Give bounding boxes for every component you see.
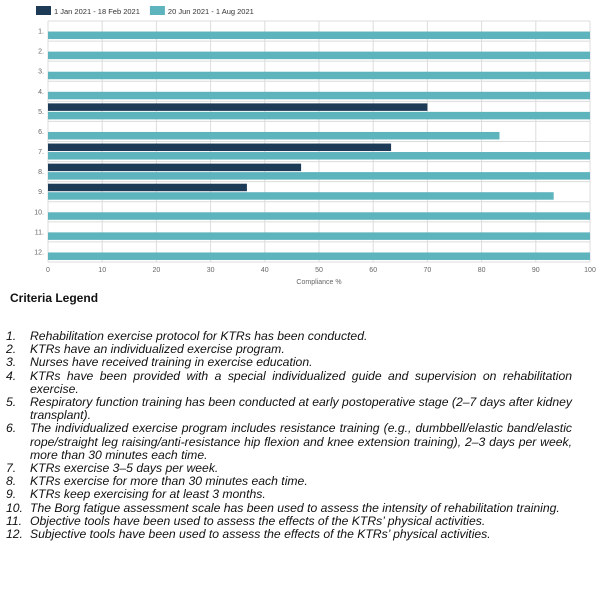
criteria-number: 12. [6,527,23,542]
bar-series-2 [48,132,499,140]
criteria-number: 9. [6,487,17,502]
y-tick-label: 2. [38,48,44,56]
criteria-text: KTRs exercise for more than 30 minutes each time. [30,474,308,489]
criteria-legend-title: Criteria Legend [10,291,99,305]
y-tick-label: 9. [38,189,44,197]
bar-series-2 [48,72,590,80]
bar-series-1 [48,184,247,192]
y-tick-label: 6. [38,128,44,136]
criteria-number: 2. [6,342,17,357]
y-tick-label: 8. [38,169,44,177]
x-tick-label: 20 [152,267,161,274]
criteria-text: KTRs have an individualized exercise program. [30,342,285,357]
y-tick-label: 5. [38,108,44,116]
criteria-item [6,396,572,422]
compliance-bar-chart [0,0,600,292]
x-tick-label: 30 [206,267,215,274]
bar-series-1 [48,144,391,152]
criteria-number: 6. [6,421,17,436]
criteria-text: KTRs have been provided with a special individualized guide and supervision on rehabilitation exercise. [30,368,572,396]
criteria-number: 4. [6,368,17,383]
criteria-text: KTRs exercise 3–5 days per week. [30,461,219,476]
x-tick-label: 100 [584,267,596,274]
y-tick-label: 12. [34,249,44,257]
bar-series-2 [48,92,590,100]
bar-series-2 [48,172,590,180]
bar-series-2 [48,32,590,39]
criteria-number: 10. [6,500,23,515]
y-tick-label: 7. [38,149,44,157]
criteria-number: 3. [6,355,17,370]
criteria-number: 1. [6,329,17,343]
criteria-number: 8. [6,474,17,489]
bar-series-2 [48,152,590,160]
criteria-text: The individualized exercise program includes resistance training (e.g., dumbbell/elastic band/elastic rope/straight leg raising/anti-resistance hip flexion and knee extension training), 2–3 days per week, more than 30 minutes each time. [30,421,572,462]
criteria-number: 11. [6,513,23,528]
bar-series-1 [48,103,427,111]
bar-series-2 [48,52,590,60]
criteria-item [6,528,572,541]
y-tick-label: 3. [38,68,44,76]
x-tick-label: 40 [260,267,269,274]
criteria-text: Nurses have received training in exercise education. [30,355,313,370]
criteria-number: 5. [6,395,17,410]
x-tick-label: 50 [315,267,323,274]
bar-series-2 [48,252,590,259]
x-tick-label: 80 [477,267,486,274]
criteria-list [6,330,572,541]
x-tick-label: 10 [98,267,107,274]
y-tick-label: 4. [38,88,44,96]
legend-entry: 1 Jan 2021 - 18 Feb 2021 [54,7,140,16]
x-tick-label: 70 [423,267,432,274]
x-tick-label: 90 [531,267,540,274]
bar-series-2 [48,212,590,220]
criteria-text: Rehabilitation exercise protocol for KTRs has been conducted. [30,329,368,343]
x-axis-title: Compliance % [296,279,342,286]
bar-series-1 [48,164,301,172]
criteria-text: Respiratory function training has been conducted at early postoperative stage (2–7 days after kidney transplant). [30,395,572,423]
criteria-number: 7. [6,461,17,476]
legend-swatch [36,6,51,15]
x-tick-label: 0 [46,267,50,274]
y-tick-label: 11. [34,229,44,237]
y-tick-label: 1. [38,28,44,36]
criteria-text: KTRs keep exercising for at least 3 months. [30,487,266,502]
criteria-text: Objective tools have been used to assess the effects of the KTRs’ physical activities. [30,513,486,528]
bar-series-2 [48,112,590,120]
criteria-item [6,370,572,396]
criteria-text: The Borg fatigue assessment scale has been used to assess the intensity of rehabilitation training. [30,500,560,515]
x-tick-label: 60 [369,267,378,274]
criteria-text: Subjective tools have been used to assess the effects of the KTRs’ physical activities. [30,527,491,542]
legend-swatch [150,6,165,15]
y-tick-label: 10. [34,209,44,217]
bar-series-2 [48,192,554,200]
criteria-item [6,422,572,462]
bar-series-2 [48,232,590,240]
legend-entry: 20 Jun 2021 - 1 Aug 2021 [167,7,254,16]
